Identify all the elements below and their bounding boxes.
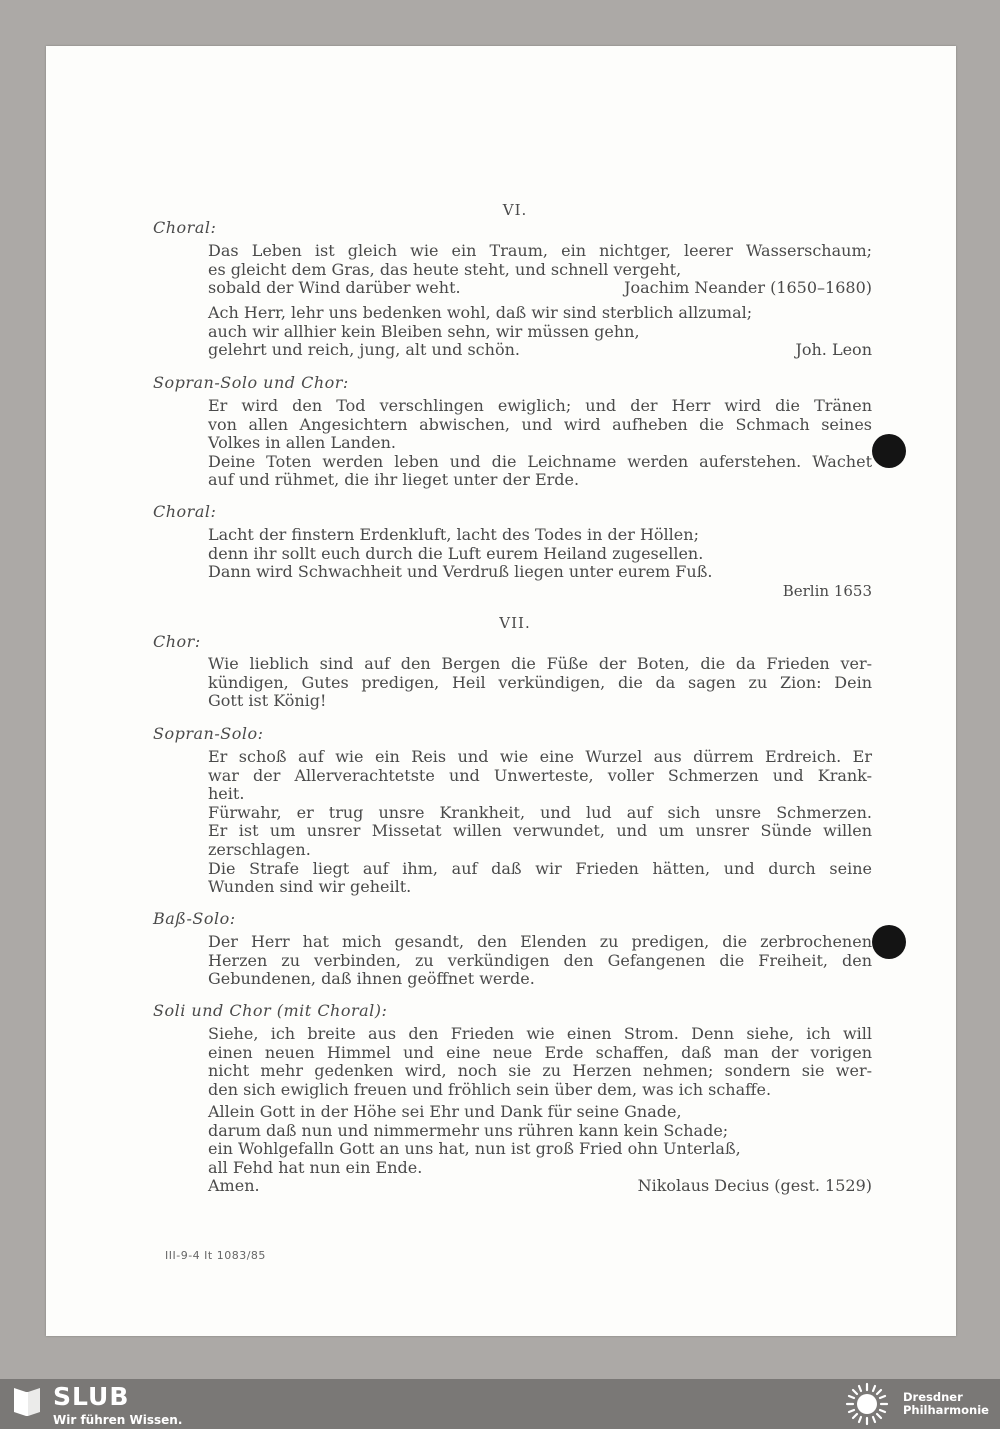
verse-line: denn ihr sollt euch durch die Luft eurem Heiland zugesellen. (208, 543, 704, 563)
role-heading: Sopran-Solo und Chor: (153, 373, 349, 392)
verse-line: Ach Herr, lehr uns bedenken wohl, daß wir sind sterblich allzumal; (208, 303, 753, 322)
role-heading: Sopran-Solo: (153, 724, 264, 743)
section-numeral: VI. (502, 201, 528, 219)
verse-block (208, 1103, 872, 1196)
verse-line: darum daß nun und nimmermehr uns rühren kann kein Schade; (208, 1120, 729, 1140)
philharmonie-name[interactable] (903, 1391, 989, 1417)
verse-line: Deine Toten werden leben und die Leichname werden auferstehen. Wachet (208, 451, 872, 471)
verse-line: Wie lieblich sind auf den Bergen die Füße der Boten, die da Frieden ver- (208, 654, 872, 673)
verse-block (208, 655, 872, 711)
verse-line: nicht mehr gedenken wird, noch sie zu Herzen nehmen; sondern sie wer- (208, 1061, 872, 1081)
verse-line: all Fehd hat nun ein Ende. (208, 1157, 423, 1177)
verse-block (208, 304, 872, 360)
verse-line: Er ist um unsrer Missetat willen verwundet, und um unsrer Sünde willen (208, 821, 872, 841)
verse-line: auch wir allhier kein Bleiben sehn, wir müssen gehn, (208, 321, 640, 341)
role-heading: Soli und Chor (mit Choral): (153, 1001, 388, 1020)
verse-block (208, 397, 872, 490)
attribution: Joachim Neander (1650–1680) (624, 278, 872, 298)
philharmonie-sun-icon[interactable] (840, 1381, 894, 1427)
verse-block (208, 933, 872, 989)
verse-line: zerschlagen. (208, 839, 311, 859)
role-heading: Chor: (153, 632, 201, 651)
verse-line: kündigen, Gutes predigen, Heil verkündigen, die da sagen zu Zion: Dein (208, 672, 872, 692)
verse-line: Er wird den Tod verschlingen ewiglich; und der Herr wird die Tränen (208, 396, 872, 415)
verse-line: Gott ist König! (208, 691, 327, 711)
punch-hole (872, 434, 906, 468)
verse-line: Fürwahr, er trug unsre Krankheit, und lud auf sich unsre Schmerzen. (208, 802, 872, 822)
role-heading: Baß-Solo: (153, 909, 236, 928)
section-numeral: VII. (499, 614, 531, 632)
attribution: Nikolaus Decius (gest. 1529) (637, 1176, 872, 1196)
verse-line: es gleicht dem Gras, das heute steht, und schnell vergeht, (208, 259, 682, 279)
catalog-number: III-9-4 It 1083/85 (165, 1249, 266, 1262)
verse-line: den sich ewiglich freuen und fröhlich sein über dem, was ich schaffe. (208, 1079, 772, 1099)
verse-line: Gebundenen, daß ihnen geöffnet werde. (208, 969, 535, 989)
verse-line: Der Herr hat mich gesandt, den Elenden zu predigen, die zerbrochenen (208, 932, 872, 951)
verse-line: auf und rühmet, die ihr lieget unter der Erde. (208, 470, 580, 490)
verse-block (208, 1025, 872, 1099)
verse-line: Allein Gott in der Höhe sei Ehr und Dank für seine Gnade, (208, 1102, 682, 1121)
verse-line: Lacht der finstern Erdenkluft, lacht des Todes in der Höllen; (208, 525, 699, 544)
verse-line: Siehe, ich breite aus den Frieden wie einen Strom. Denn siehe, ich will (208, 1024, 872, 1043)
verse-line: war der Allerverachtetste und Unwerteste, voller Schmerzen und Krank- (208, 765, 872, 785)
verse-line: heit. (208, 784, 245, 804)
attribution: Joh. Leon (795, 340, 872, 360)
attribution: Berlin 1653 (782, 581, 872, 600)
verse-line: Das Leben ist gleich wie ein Traum, ein nichtger, leerer Wasserschaum; (208, 241, 872, 260)
verse-line: Herzen zu verbinden, zu verkündigen den Gefangenen die Freiheit, den (208, 950, 872, 970)
footer-bar (0, 1379, 1000, 1429)
verse-line: Er schoß auf wie ein Reis und wie eine Wurzel aus dürrem Erdreich. Er (208, 747, 872, 766)
verse-block (208, 242, 872, 298)
verse-line: Volkes in allen Landen. (208, 433, 397, 453)
verse-line: einen neuen Himmel und eine neue Erde schaffen, daß man der vorigen (208, 1042, 872, 1062)
verse-line: Amen. (208, 1176, 260, 1196)
slub-tagline: Wir führen Wissen. (53, 1413, 183, 1427)
slub-book-icon[interactable] (12, 1384, 42, 1418)
verse-block (208, 526, 872, 600)
role-heading: Choral: (153, 218, 217, 237)
verse-line: von allen Angesichtern abwischen, und wird aufheben die Schmach seines (208, 414, 872, 434)
verse-line: Die Strafe liegt auf ihm, auf daß wir Frieden hätten, und durch seine (208, 858, 872, 878)
slub-logo-text[interactable]: SLUB (53, 1382, 130, 1411)
role-heading: Choral: (153, 502, 217, 521)
philharmonie-name-line1: Dresdner (903, 1390, 963, 1404)
punch-hole (872, 925, 906, 959)
verse-line: gelehrt und reich, jung, alt und schön. (208, 340, 520, 360)
verse-line: Dann wird Schwachheit und Verdruß liegen unter eurem Fuß. (208, 562, 713, 582)
verse-line: Wunden sind wir geheilt. (208, 877, 412, 897)
verse-line: ein Wohlgefalln Gott an uns hat, nun ist groß Fried ohn Unterlaß, (208, 1139, 741, 1159)
philharmonie-name-line2: Philharmonie (903, 1403, 989, 1417)
verse-line: sobald der Wind darüber weht. (208, 278, 461, 298)
verse-block (208, 748, 872, 897)
